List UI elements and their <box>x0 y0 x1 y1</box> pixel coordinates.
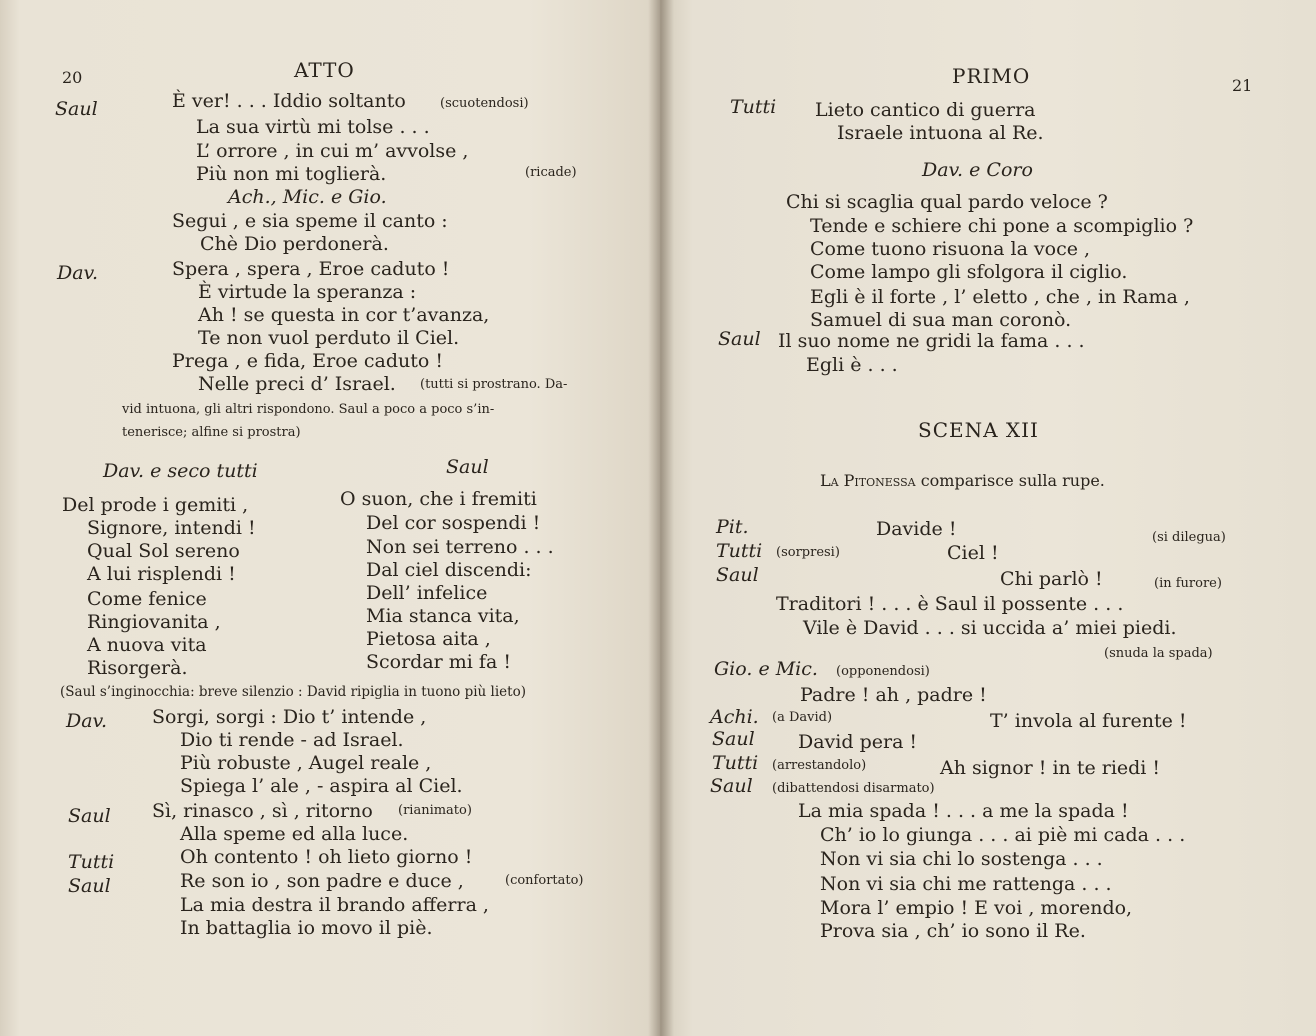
verse-line: Come tuono risuona la voce , <box>810 238 1091 260</box>
stage-direction: tenerisce; alfine si prostra) <box>122 425 301 440</box>
stage-direction: (ricade) <box>525 165 577 180</box>
verse-line: Mia stanca vita, <box>366 605 520 627</box>
verse-line: Il suo nome ne gridi la fama . . . <box>778 330 1085 352</box>
verse-line: Ch’ io lo giunga . . . ai piè mi cada . . . <box>820 824 1186 846</box>
verse-line: L’ orrore , in cui m’ avvolse , <box>196 140 469 162</box>
verse-line: Sorgi, sorgi : Dio t’ intende , <box>152 706 427 728</box>
speaker: Saul <box>718 328 761 350</box>
verse-line: Come fenice <box>87 588 207 610</box>
speaker: Gio. e Mic. <box>714 658 818 680</box>
stage-direction: (arrestandolo) <box>772 758 867 773</box>
verse-line: Ringiovanita , <box>87 611 221 633</box>
speaker: Tutti <box>712 752 759 774</box>
stage-direction: (in furore) <box>1154 576 1222 591</box>
verse-line: Del cor sospendi ! <box>366 512 541 534</box>
verse-line: Tende e schiere chi pone a scompiglio ? <box>810 215 1194 237</box>
verse-line: Chè Dio perdonerà. <box>200 233 389 255</box>
verse-line: Egli è il forte , l’ eletto , che , in Rama , <box>810 286 1190 308</box>
verse-line: Dal ciel discendi: <box>366 559 532 581</box>
speaker: Dav. <box>57 262 99 284</box>
speaker: Saul <box>68 875 111 897</box>
speaker: Saul <box>55 98 98 120</box>
verse-line: È ver! . . . Iddio soltanto <box>172 90 406 112</box>
verse-line: La mia spada ! . . . a me la spada ! <box>798 800 1129 822</box>
verse-line: A nuova vita <box>87 634 207 656</box>
stage-direction: (tutti si prostrano. Da- <box>420 377 568 392</box>
verse-line: Ah ! se questa in cor t’avanza, <box>198 304 490 326</box>
verse-line: Alla speme ed alla luce. <box>180 823 409 845</box>
verse-line: Nelle preci d’ Israel. <box>198 373 396 395</box>
verse-line: Israele intuona al Re. <box>837 122 1044 144</box>
verse-line: Scordar mi fa ! <box>366 651 511 673</box>
speaker: Saul <box>712 728 755 750</box>
verse-line: Chi si scaglia qual pardo veloce ? <box>786 191 1108 213</box>
speaker: Saul <box>716 564 759 586</box>
running-head: PRIMO <box>952 64 1031 88</box>
speaker: Saul <box>68 805 111 827</box>
verse-line: Non vi sia chi lo sostenga . . . <box>820 848 1103 870</box>
stage-direction: (scuotendosi) <box>440 96 529 111</box>
running-head: ATTO <box>294 58 355 82</box>
stage-direction: (Saul s’inginocchia: breve silenzio : David ripiglia in tuono più lieto) <box>60 684 526 700</box>
stage-direction: vid intuona, gli altri rispondono. Saul a poco a poco s’in- <box>122 402 495 417</box>
verse-line: Più non mi toglierà. <box>196 163 387 185</box>
stage-direction: (rianimato) <box>398 803 472 818</box>
verse-line: Egli è . . . <box>806 354 898 376</box>
verse-line: Chi parlò ! <box>1000 568 1103 590</box>
verse-line: Non vi sia chi me rattenga . . . <box>820 873 1112 895</box>
verse-line: Re son io , son padre e duce , <box>180 870 464 892</box>
column-head: Dav. e seco tutti <box>103 460 258 482</box>
verse-line: Padre ! ah , padre ! <box>800 684 987 706</box>
speaker: Tutti <box>730 96 777 118</box>
verse-line: Ah signor ! in te riedi ! <box>940 757 1161 779</box>
column-head: Saul <box>446 456 489 478</box>
verse-line: La sua virtù mi tolse . . . <box>196 116 430 138</box>
verse-line: Segui , e sia speme il canto : <box>172 210 448 232</box>
stage-direction: (a David) <box>772 710 833 725</box>
verse-line: Prega , e fida, Eroe caduto ! <box>172 350 444 372</box>
verse-line: David pera ! <box>798 731 918 753</box>
verse-line: O suon, che i fremiti <box>340 488 537 510</box>
character-name: La Pitonessa <box>820 471 916 490</box>
verse-line: Più robuste , Augel reale , <box>180 752 432 774</box>
verse-line: T’ invola al furente ! <box>990 710 1187 732</box>
verse-line: Pietosa aita , <box>366 628 491 650</box>
stage-direction: (opponendosi) <box>836 664 930 679</box>
verse-line: Oh contento ! oh lieto giorno ! <box>180 846 473 868</box>
speaker: Dav. <box>66 710 108 732</box>
verse-line: La mia destra il brando afferra , <box>180 894 489 916</box>
scene-description <box>820 470 1105 492</box>
scene-title: SCENA XII <box>918 418 1039 442</box>
page-number: 21 <box>1232 76 1253 95</box>
verse-line: Sì, rinasco , sì , ritorno <box>152 800 373 822</box>
speaker: Achi. <box>710 706 759 728</box>
stage-direction: (snuda la spada) <box>1104 646 1213 661</box>
verse-line: A lui risplendi ! <box>87 563 236 585</box>
verse-line: Te non vuol perduto il Ciel. <box>198 327 460 349</box>
verse-line: Vile è David . . . si uccida a’ miei piedi. <box>803 617 1177 639</box>
page-number: 20 <box>62 68 83 87</box>
verse-line: Qual Sol sereno <box>87 540 240 562</box>
speaker: Pit. <box>716 516 749 538</box>
speaker-group: Dav. e Coro <box>922 159 1033 181</box>
verse-line: Traditori ! . . . è Saul il possente . . . <box>776 593 1124 615</box>
verse-line: In battaglia io movo il piè. <box>180 917 433 939</box>
verse-line: Ciel ! <box>947 542 999 564</box>
speaker: Tutti <box>68 851 115 873</box>
verse-line: Prova sia , ch’ io sono il Re. <box>820 920 1086 942</box>
stage-direction: (dibattendosi disarmato) <box>772 781 935 796</box>
verse-line: Dell’ infelice <box>366 582 488 604</box>
verse-line: Lieto cantico di guerra <box>815 99 1036 121</box>
stage-direction: (confortato) <box>505 873 584 888</box>
speaker-group: Ach., Mic. e Gio. <box>228 186 387 208</box>
verse-line: Come lampo gli sfolgora il ciglio. <box>810 261 1128 283</box>
verse-line: Non sei terreno . . . <box>366 536 554 558</box>
scene-description-rest: comparisce sulla rupe. <box>920 471 1105 490</box>
verse-line: Risorgerà. <box>87 657 188 679</box>
verse-line: Del prode i gemiti , <box>62 494 249 516</box>
verse-line: Spera , spera , Eroe caduto ! <box>172 258 450 280</box>
verse-line: Spiega l’ ale , - aspira al Ciel. <box>180 775 463 797</box>
verse-line: Davide ! <box>876 518 957 540</box>
speaker: Tutti <box>716 540 763 562</box>
stage-direction: (sorpresi) <box>776 545 840 560</box>
speaker: Saul <box>710 775 753 797</box>
verse-line: È virtude la speranza : <box>198 281 417 303</box>
verse-line: Dio ti rende - ad Israel. <box>180 729 404 751</box>
verse-line: Signore, intendi ! <box>87 517 256 539</box>
verse-line: Mora l’ empio ! E voi , morendo, <box>820 897 1133 919</box>
right-page <box>660 0 1316 1036</box>
verse-line: Samuel di sua man coronò. <box>810 309 1072 331</box>
stage-direction: (si dilegua) <box>1152 530 1226 545</box>
